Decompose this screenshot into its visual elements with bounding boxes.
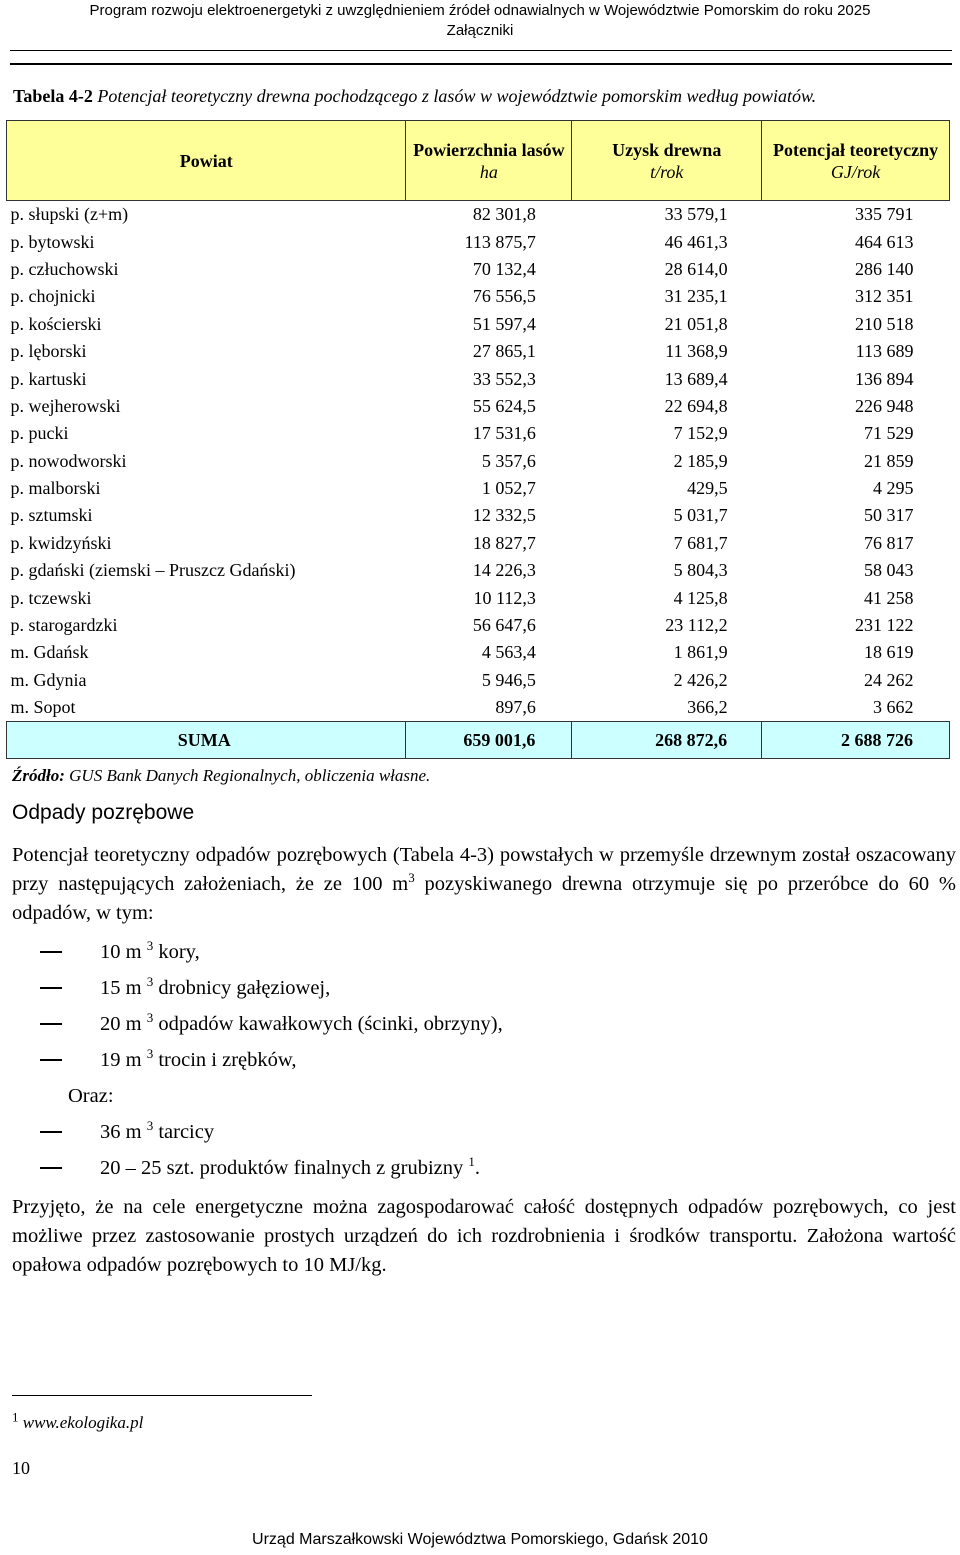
- row-yield: 13 689,4: [664, 368, 728, 389]
- footnote-number: 1: [12, 1409, 19, 1425]
- row-potential: 3 662: [873, 697, 914, 718]
- table-row: [7, 228, 950, 255]
- row-yield: 429,5: [687, 478, 728, 499]
- row-name: p. starogardzki: [10, 615, 118, 636]
- row-name: p. chojnicki: [10, 286, 96, 307]
- header-yield-label: Uzysk drewna: [612, 139, 722, 160]
- row-yield: 23 112,2: [665, 615, 728, 636]
- row-yield: 21 051,8: [664, 313, 728, 334]
- table-row: [7, 365, 950, 392]
- header-area-label: Powierzchnia lasów: [413, 139, 565, 160]
- forest-potential-table: [6, 120, 950, 759]
- list-item: [40, 1042, 503, 1078]
- list-item-suffix: trocin i zrębków,: [153, 1049, 297, 1071]
- row-potential: 231 122: [855, 615, 914, 636]
- list-item: [40, 1006, 503, 1042]
- header-potential-unit: GJ/rok: [830, 161, 881, 182]
- row-yield: 33 579,1: [664, 204, 728, 225]
- row-potential: 226 948: [855, 395, 914, 416]
- list-item-sup: 3: [146, 1010, 154, 1026]
- table-row: [7, 448, 950, 475]
- table-row: [7, 584, 950, 611]
- section-title: Odpady pozrębowe: [12, 801, 195, 824]
- table-row: [7, 420, 950, 447]
- row-name: p. człuchowski: [10, 258, 119, 279]
- row-area: 76 556,5: [472, 286, 536, 307]
- row-potential: 58 043: [864, 560, 914, 581]
- row-yield: 1 861,9: [673, 642, 728, 663]
- table-row: [7, 283, 950, 310]
- table-body: [7, 201, 950, 759]
- list-item: [40, 1150, 503, 1186]
- row-area: 70 132,4: [472, 258, 536, 279]
- row-area: 1 052,7: [481, 478, 536, 499]
- table-row: [7, 530, 950, 557]
- row-potential: 21 859: [864, 450, 914, 471]
- header-subtitle: Załączniki: [446, 22, 514, 39]
- list-item-text: 36 m: [100, 1121, 142, 1143]
- row-area: 17 531,6: [472, 423, 536, 444]
- page-footer: Urząd Marszałkowski Województwa Pomorskiego, Gdańsk 2010: [252, 1531, 708, 1548]
- table-row: [7, 256, 950, 283]
- footnote: [12, 1409, 144, 1433]
- list-oraz-label: Oraz:: [68, 1085, 114, 1107]
- row-yield: 2 426,2: [673, 669, 728, 690]
- header-powiat: Powiat: [7, 121, 406, 201]
- table-row: [7, 502, 950, 529]
- row-potential: 50 317: [864, 505, 914, 526]
- row-potential: 18 619: [864, 642, 914, 663]
- table-row: [7, 475, 950, 502]
- row-potential: 464 613: [855, 231, 914, 252]
- sum-area: 659 001,6: [406, 722, 572, 759]
- table-row: [7, 639, 950, 666]
- list-item-suffix: odpadów kawałkowych (ścinki, obrzyny),: [153, 1013, 503, 1035]
- list-item-text: 20 m: [100, 1013, 142, 1035]
- row-area: 897,6: [495, 697, 536, 718]
- footnote-link[interactable]: www.ekologika.pl: [22, 1413, 144, 1432]
- header-rule: [10, 50, 952, 51]
- row-potential: 24 262: [864, 669, 914, 690]
- row-yield: 7 152,9: [673, 423, 728, 444]
- row-name: p. gdański (ziemski – Pruszcz Gdański): [10, 560, 296, 581]
- row-yield: 366,2: [687, 697, 728, 718]
- list-item-text: 19 m: [100, 1049, 142, 1071]
- table-source: [12, 766, 430, 786]
- row-potential: 335 791: [855, 204, 914, 225]
- table-row: [7, 557, 950, 584]
- table-row: [7, 612, 950, 639]
- table-row: [7, 338, 950, 365]
- row-yield: 31 235,1: [664, 286, 728, 307]
- row-name: p. kartuski: [10, 368, 87, 389]
- header-potential-label: Potencjał teoretyczny: [773, 139, 939, 160]
- header-title: Program rozwoju elektroenergetyki z uwzględnieniem źródeł odnawialnych w Województwie Pomorskim do roku 2025: [89, 2, 871, 19]
- row-name: p. wejherowski: [10, 395, 121, 416]
- row-area: 82 301,8: [472, 204, 536, 225]
- row-area: 10 112,3: [473, 587, 536, 608]
- row-yield: 5 031,7: [673, 505, 728, 526]
- row-area: 113 875,7: [464, 231, 536, 252]
- list-item-text: 15 m: [100, 977, 142, 999]
- page-number: 10: [12, 1458, 30, 1478]
- row-potential: 76 817: [864, 532, 914, 553]
- sum-row: [7, 722, 950, 759]
- row-potential: 210 518: [855, 313, 914, 334]
- table-row: [7, 201, 950, 229]
- row-name: p. kościerski: [10, 313, 102, 334]
- row-area: 56 647,6: [472, 615, 536, 636]
- row-area: 5 357,6: [481, 450, 536, 471]
- row-potential: 41 258: [864, 587, 914, 608]
- list-item-sup: 3: [146, 1046, 154, 1062]
- source-text: GUS Bank Danych Regionalnych, obliczenia własne.: [69, 766, 431, 785]
- row-name: p. lęborski: [10, 341, 87, 362]
- row-potential: 4 295: [873, 478, 914, 499]
- row-yield: 46 461,3: [664, 231, 728, 252]
- list-item: [40, 1114, 503, 1150]
- row-yield: 4 125,8: [673, 587, 728, 608]
- list-item-suffix: .: [474, 1157, 480, 1179]
- row-name: p. słupski (z+m): [10, 204, 129, 225]
- footnote-rule: [12, 1395, 312, 1396]
- list-item-suffix: tarcicy: [153, 1121, 215, 1143]
- row-name: p. tczewski: [10, 587, 92, 608]
- paragraph-intro-b: pozyskiwanego drewna otrzymuje się po przeróbce do 60 % odpadów, w tym:: [12, 873, 956, 924]
- row-name: m. Gdańsk: [10, 642, 89, 663]
- table-row: [7, 393, 950, 420]
- row-area: 33 552,3: [472, 368, 536, 389]
- row-potential: 312 351: [855, 286, 914, 307]
- row-area: 18 827,7: [472, 532, 536, 553]
- row-name: p. sztumski: [10, 505, 93, 526]
- row-yield: 2 185,9: [673, 450, 728, 471]
- waste-list: [40, 934, 503, 1186]
- list-item: [40, 970, 503, 1006]
- table-row: [7, 311, 950, 338]
- row-area: 14 226,3: [472, 560, 536, 581]
- table-caption: [13, 86, 816, 107]
- row-area: 27 865,1: [472, 341, 536, 362]
- list-item-text: 20 – 25 szt. produktów finalnych z grubizny: [100, 1157, 464, 1179]
- row-name: p. nowodworski: [10, 450, 127, 471]
- list-item-suffix: drobnicy gałęziowej,: [153, 977, 331, 999]
- row-area: 51 597,4: [472, 313, 536, 334]
- row-yield: 28 614,0: [664, 258, 728, 279]
- row-yield: 22 694,8: [664, 395, 728, 416]
- list-item-text: 10 m: [100, 941, 142, 963]
- row-name: m. Gdynia: [10, 669, 87, 690]
- sum-label: SUMA: [7, 722, 406, 759]
- source-label: Źródło:: [12, 766, 65, 785]
- row-area: 4 563,4: [481, 642, 536, 663]
- row-potential: 136 894: [855, 368, 914, 389]
- header-yield-unit: t/rok: [650, 161, 684, 182]
- header-area: [406, 121, 572, 201]
- page-header: [0, 0, 960, 41]
- row-yield: 11 368,9: [665, 341, 728, 362]
- row-name: p. malborski: [10, 478, 101, 499]
- list-item-sup: 1: [468, 1154, 475, 1170]
- caption-label: Tabela 4-2: [13, 86, 93, 106]
- row-potential: 286 140: [855, 258, 914, 279]
- row-area: 55 624,5: [472, 395, 536, 416]
- list-item-sup: 3: [146, 974, 154, 990]
- row-name: p. pucki: [10, 423, 69, 444]
- header-yield: [572, 121, 762, 201]
- row-potential: 113 689: [855, 341, 914, 362]
- table-row: [7, 694, 950, 722]
- row-name: p. kwidzyński: [10, 532, 112, 553]
- row-yield: 5 804,3: [673, 560, 728, 581]
- caption-text: Potencjał teoretyczny drewna pochodzącego z lasów w województwie pomorskim według powiatów.: [97, 86, 817, 106]
- table-header-row: [7, 121, 950, 201]
- row-yield: 7 681,7: [673, 532, 728, 553]
- table-row: [7, 667, 950, 694]
- row-area: 12 332,5: [472, 505, 536, 526]
- paragraph-intro-a: Potencjał teoretyczny odpadów pozrębowych (Tabela 4-3) powstałych w przemyśle drzewnym został oszacowany przy następujących założeniach, że ze 100 m: [12, 844, 956, 895]
- header-area-unit: ha: [479, 161, 498, 182]
- list-item: [40, 934, 503, 970]
- paragraph-intro: [12, 841, 956, 928]
- row-area: 5 946,5: [481, 669, 536, 690]
- row-potential: 71 529: [864, 423, 914, 444]
- row-name: m. Sopot: [10, 697, 76, 718]
- paragraph-intro-sup: 3: [408, 870, 415, 886]
- list-item-sup: 3: [146, 938, 154, 954]
- row-name: p. bytowski: [10, 231, 95, 252]
- paragraph-conclusion: Przyjęto, że na cele energetyczne można zagospodarować całość dostępnych odpadów pozrębowych, co jest możliwe przez zastosowanie prostych urządzeń do ich rozdrobnienia i środków transportu. Założona wartość opałowa odpadów pozrębowych to 10 MJ/kg.: [12, 1196, 956, 1276]
- list-item-suffix: kory,: [153, 941, 200, 963]
- sum-yield: 268 872,6: [572, 722, 762, 759]
- header-rule-thick: [10, 63, 952, 65]
- list-item-sup: 3: [146, 1118, 154, 1134]
- header-potential: [762, 121, 950, 201]
- sum-potential: 2 688 726: [762, 722, 950, 759]
